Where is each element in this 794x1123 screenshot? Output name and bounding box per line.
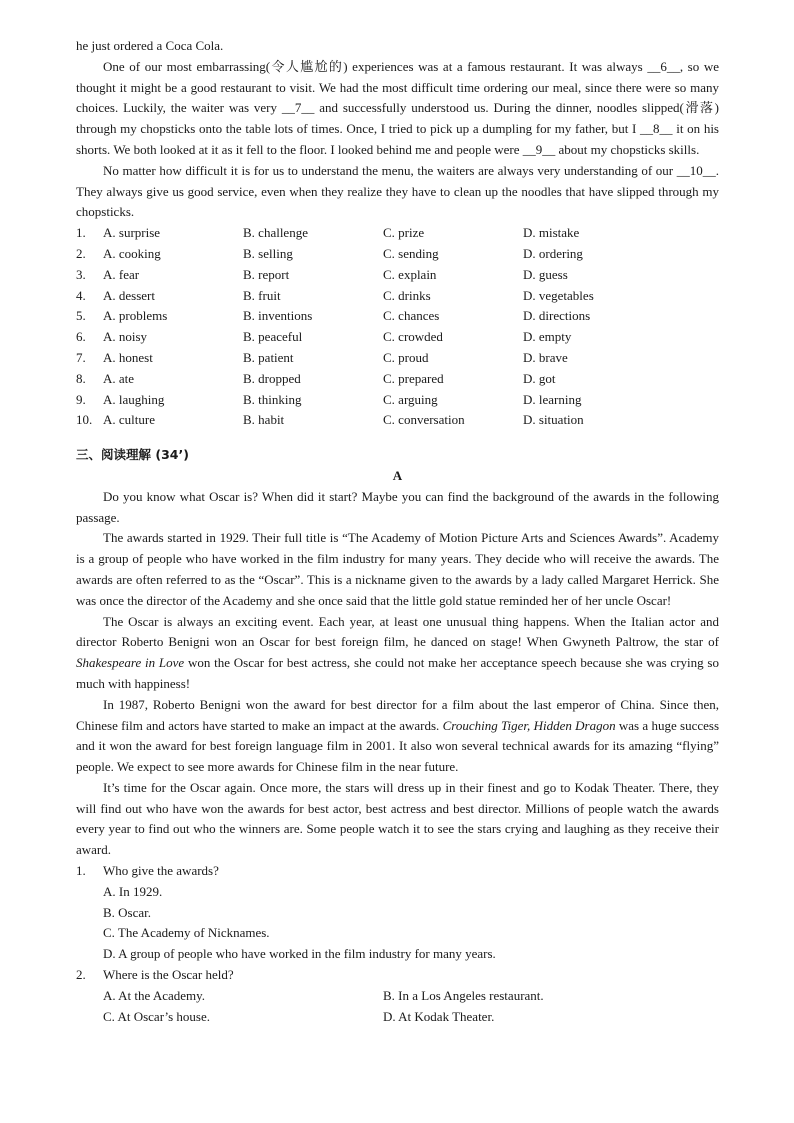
option-d: D. learning: [523, 391, 582, 407]
question-number: 7.: [76, 349, 86, 365]
question: [76, 861, 719, 882]
option-b: B. inventions: [243, 308, 313, 324]
question-number: 2.: [76, 967, 86, 983]
option-a: A. laughing: [103, 391, 165, 407]
option-d: D. situation: [523, 412, 584, 428]
reading-paragraph: It’s time for the Oscar again. Once more, the stars will dress up in their finest and go to Kodak Theater. There, they will find out who have won the awards for best actor, best actress and best director. Millions of people watch the awards every year to find out who the winners are. Some people watch it to see the stars crying and laughing as they receive their award.: [76, 779, 719, 858]
option-a: A. ate: [103, 370, 135, 386]
paragraph-text: won the Oscar for best actress, she could not make her acceptance speech because she was crying so much with happiness!: [76, 655, 719, 691]
option-row: [76, 410, 719, 431]
option-d: D. guess: [523, 266, 568, 282]
option-b: B. report: [243, 266, 290, 282]
choice-row: [76, 1007, 719, 1028]
question-number: 2.: [76, 245, 86, 261]
option-c: C. prepared: [383, 370, 444, 386]
option-a: A. noisy: [103, 329, 148, 345]
option-row: [76, 306, 719, 327]
reading-paragraph: The awards started in 1929. Their full title is “The Academy of Motion Picture Arts and Sciences Awards”. Academy is a group of people who have worked in the film industry for many years. They decide who will receive the awards. The awards are often referred to as the “Oscar”. This is a nickname given to the awards by a lady called Margaret Herrick. She was once the director of the Academy and she once said that the little gold statue reminded her of her uncle Oscar!: [76, 530, 719, 608]
question-number: 6.: [76, 329, 86, 345]
option-d: D. brave: [523, 349, 568, 365]
option-c: C. arguing: [383, 391, 438, 407]
option-b: B. fruit: [243, 287, 281, 303]
option-a: A. cooking: [103, 245, 161, 261]
cloze-continuation: he just ordered a Coca Cola.: [76, 38, 224, 53]
option-c: C. proud: [383, 349, 429, 365]
option-row: [76, 369, 719, 390]
reading-paragraph: [76, 695, 719, 778]
paragraph-text: In 1987, Roberto Benigni won the award for best director for a film about the last emperor of China. Since then, Chinese film and actors have started to make an impact at the awards.: [76, 696, 719, 733]
option-c: C. drinks: [383, 287, 431, 303]
cloze-options: [76, 223, 719, 431]
question-number: 8.: [76, 370, 86, 386]
section-title: 三、阅读理解 (34’): [76, 447, 189, 463]
document-page: [76, 36, 719, 1027]
option-row: [76, 286, 719, 307]
option-d: D. directions: [523, 308, 591, 324]
option-row: [76, 348, 719, 369]
option-d: D. got: [523, 370, 556, 386]
choice: A. At the Academy.: [103, 987, 206, 1003]
option-b: B. dropped: [243, 370, 301, 386]
option-c: C. explain: [383, 266, 437, 282]
option-row: [76, 390, 719, 411]
choice: D. A group of people who have worked in the film industry for many years.: [103, 946, 496, 962]
paragraph-text: The Oscar is always an exciting event. Each year, at least one unusual thing happens. When the Italian actor and director Roberto Benigni won an Oscar for best foreign film, he danced on stage! When Gwyneth Paltrow, the star of: [76, 613, 719, 650]
film-title: Shakespeare in Love: [76, 655, 185, 671]
question-number: 10.: [76, 412, 93, 428]
passage-label: A: [392, 467, 403, 483]
choice-row: [76, 986, 719, 1007]
question-number: 4.: [76, 287, 86, 303]
option-b: B. selling: [243, 245, 293, 261]
cloze-paragraph: One of our most embarrassing(令人尴尬的) experiences was at a famous restaurant. It was always __6__, so we thought it might be a good restaurant to visit. We had the most difficult time ordering our meal, since there were so many choices. Luckily, the waiter was very __7__ and successfully understood us. During the dinner, noodles slipped(滑落) through my chopsticks onto the table lots of times. Once, I tried to pick up a dumpling for my father, but I __8__ it on his shorts. We both looked at it as it fell to the floor. I looked behind me and people were __9__ about my chopsticks skills.: [76, 58, 719, 157]
reading-paragraph: Do you know what Oscar is? When did it start? Maybe you can find the background of the awards in the following passage.: [76, 488, 719, 525]
option-c: C. sending: [383, 245, 439, 261]
option-a: A. fear: [103, 266, 140, 282]
option-row: [76, 327, 719, 348]
choice: B. In a Los Angeles restaurant.: [383, 987, 544, 1003]
question-number: 1.: [76, 225, 86, 241]
option-c: C. chances: [383, 308, 440, 324]
option-d: D. vegetables: [523, 287, 594, 303]
option-d: D. empty: [523, 329, 572, 345]
option-row: [76, 223, 719, 244]
option-a: A. culture: [103, 412, 155, 428]
option-a: A. problems: [103, 308, 168, 324]
option-b: B. thinking: [243, 391, 302, 407]
question: [76, 965, 719, 986]
reading-paragraph: [76, 612, 719, 695]
question-number: 1.: [76, 863, 86, 879]
option-b: B. habit: [243, 412, 285, 428]
option-b: B. patient: [243, 349, 294, 365]
option-a: A. honest: [103, 349, 153, 365]
option-row: [76, 265, 719, 286]
option-a: A. dessert: [103, 287, 155, 303]
option-a: A. surprise: [103, 225, 161, 241]
option-d: D. ordering: [523, 245, 583, 261]
option-row: [76, 244, 719, 265]
question-number: 5.: [76, 308, 86, 324]
option-c: C. crowded: [383, 329, 443, 345]
choice: C. At Oscar’s house.: [103, 1008, 211, 1024]
choice: A. In 1929.: [103, 883, 163, 899]
question-number: 9.: [76, 391, 86, 407]
choice: B. Oscar.: [103, 904, 152, 920]
film-title: Crouching Tiger, Hidden Dragon: [442, 717, 616, 733]
cloze-paragraph: No matter how difficult it is for us to understand the menu, the waiters are always very understanding of our __10__. They always give us good service, even when they realize they have to clean up the noodles that have slipped through my chopsticks.: [76, 162, 719, 220]
option-b: B. challenge: [243, 225, 308, 241]
choice: D. At Kodak Theater.: [383, 1008, 495, 1024]
option-d: D. mistake: [523, 225, 580, 241]
choice: C. The Academy of Nicknames.: [103, 925, 270, 941]
paragraph-text: was a huge success and it won the award for best foreign language film in 2001. It also won several technical awards for its amazing “flying” people. We expect to see more awards for Chinese film in the near future.: [76, 717, 720, 775]
option-c: C. prize: [383, 225, 425, 241]
question-text: Who give the awards?: [103, 863, 219, 879]
question-number: 3.: [76, 266, 86, 282]
question-text: Where is the Oscar held?: [103, 967, 234, 983]
option-c: C. conversation: [383, 412, 465, 428]
option-b: B. peaceful: [243, 329, 303, 345]
